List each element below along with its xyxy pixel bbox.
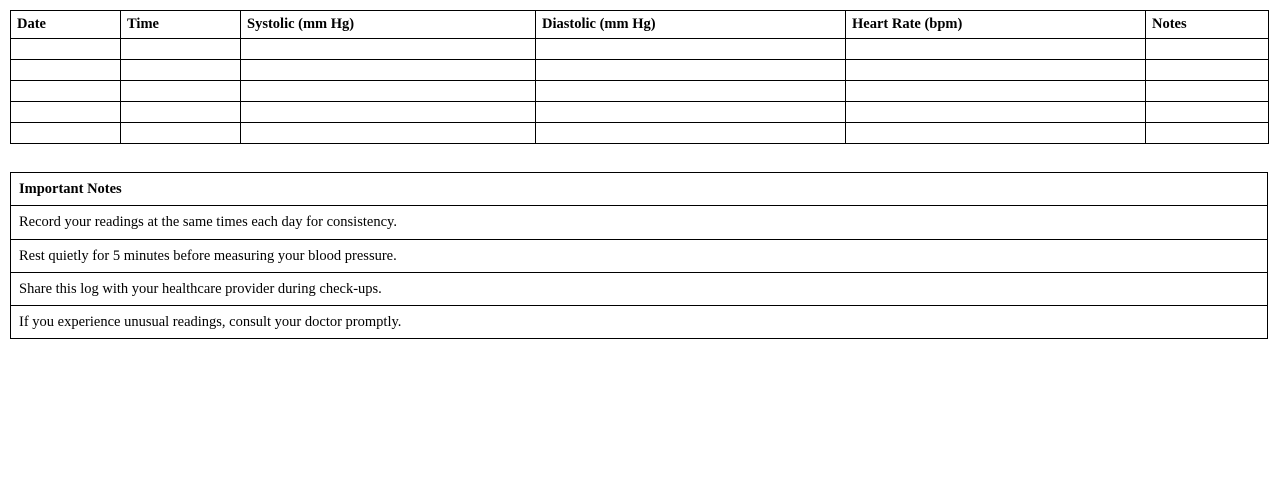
cell-date[interactable]	[11, 60, 121, 81]
cell-heart-rate[interactable]	[846, 60, 1146, 81]
table-row	[11, 81, 1269, 102]
note-item: Rest quietly for 5 minutes before measuring your blood pressure.	[11, 239, 1268, 272]
table-header-row	[11, 11, 1269, 39]
cell-systolic[interactable]	[241, 60, 536, 81]
cell-heart-rate[interactable]	[846, 81, 1146, 102]
note-item: Share this log with your healthcare provider during check-ups.	[11, 272, 1268, 305]
important-notes-table	[10, 172, 1268, 339]
table-row	[11, 60, 1269, 81]
cell-notes[interactable]	[1146, 81, 1269, 102]
cell-diastolic[interactable]	[536, 123, 846, 144]
cell-diastolic[interactable]	[536, 60, 846, 81]
cell-date[interactable]	[11, 39, 121, 60]
cell-diastolic[interactable]	[536, 102, 846, 123]
note-row	[11, 206, 1268, 239]
cell-notes[interactable]	[1146, 102, 1269, 123]
cell-time[interactable]	[121, 81, 241, 102]
cell-systolic[interactable]	[241, 102, 536, 123]
cell-date[interactable]	[11, 102, 121, 123]
column-header-systolic: Systolic (mm Hg)	[241, 11, 536, 39]
note-row	[11, 306, 1268, 339]
blood-pressure-log-table	[10, 10, 1269, 144]
note-item: Record your readings at the same times each day for consistency.	[11, 206, 1268, 239]
cell-time[interactable]	[121, 60, 241, 81]
cell-time[interactable]	[121, 102, 241, 123]
cell-date[interactable]	[11, 123, 121, 144]
column-header-heart-rate: Heart Rate (bpm)	[846, 11, 1146, 39]
cell-notes[interactable]	[1146, 39, 1269, 60]
cell-heart-rate[interactable]	[846, 102, 1146, 123]
column-header-notes: Notes	[1146, 11, 1269, 39]
column-header-time: Time	[121, 11, 241, 39]
cell-systolic[interactable]	[241, 81, 536, 102]
table-row	[11, 39, 1269, 60]
cell-systolic[interactable]	[241, 123, 536, 144]
cell-time[interactable]	[121, 39, 241, 60]
cell-date[interactable]	[11, 81, 121, 102]
note-item: If you experience unusual readings, consult your doctor promptly.	[11, 306, 1268, 339]
cell-heart-rate[interactable]	[846, 123, 1146, 144]
table-spacer	[10, 144, 1268, 172]
cell-notes[interactable]	[1146, 60, 1269, 81]
column-header-date: Date	[11, 11, 121, 39]
cell-heart-rate[interactable]	[846, 39, 1146, 60]
cell-diastolic[interactable]	[536, 81, 846, 102]
cell-diastolic[interactable]	[536, 39, 846, 60]
cell-systolic[interactable]	[241, 39, 536, 60]
note-row	[11, 239, 1268, 272]
cell-notes[interactable]	[1146, 123, 1269, 144]
column-header-diastolic: Diastolic (mm Hg)	[536, 11, 846, 39]
table-row	[11, 123, 1269, 144]
cell-time[interactable]	[121, 123, 241, 144]
table-row	[11, 102, 1269, 123]
notes-header-row	[11, 173, 1268, 206]
note-row	[11, 272, 1268, 305]
notes-header-label: Important Notes	[11, 173, 1268, 206]
